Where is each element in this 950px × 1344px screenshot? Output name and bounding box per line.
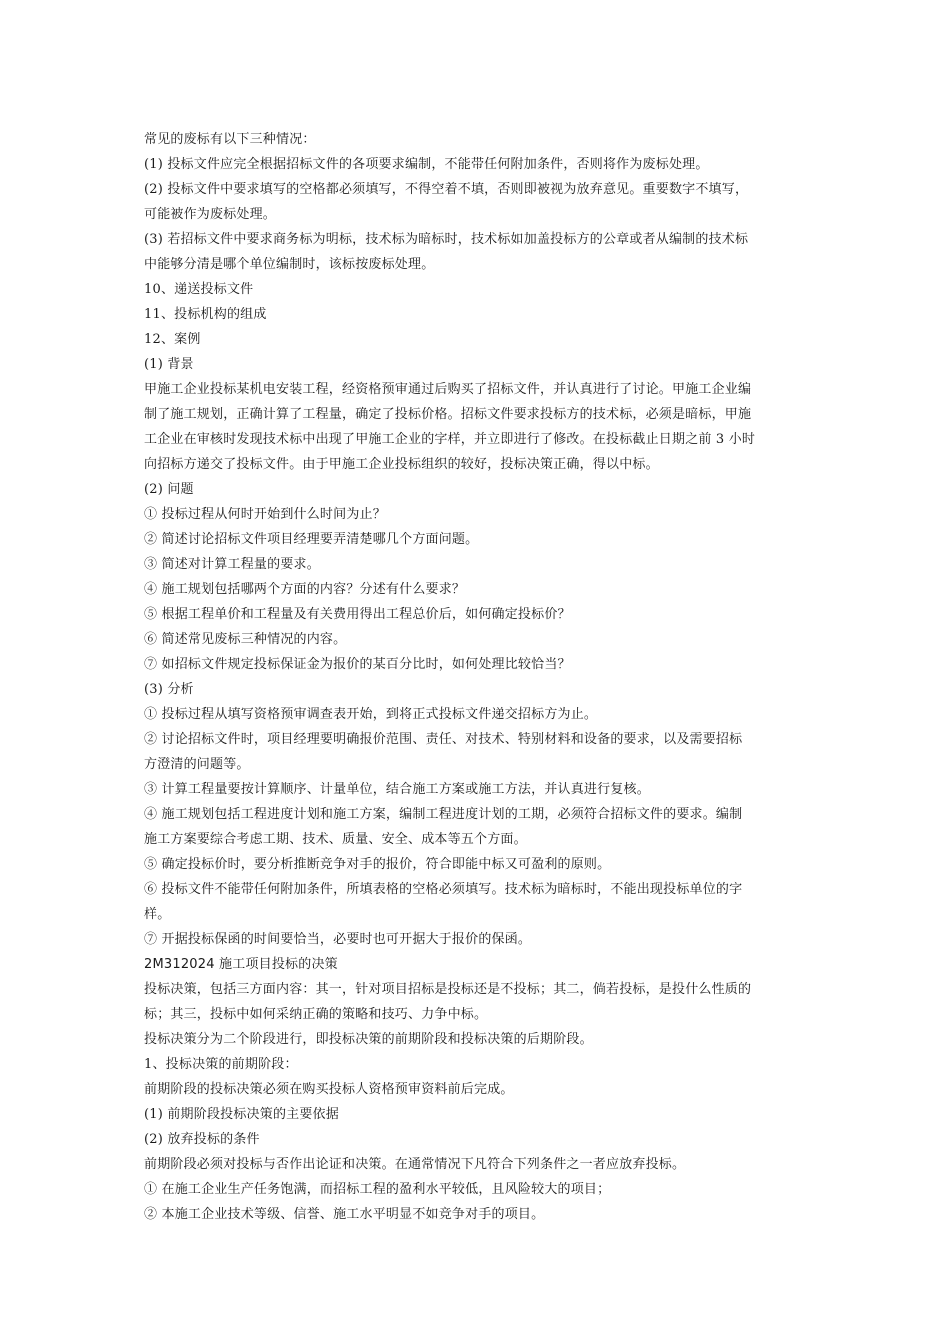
- text-line: 标；其三，投标中如何采纳正确的策略和技巧、力争中标。: [144, 1007, 488, 1022]
- text-line: 常见的废标有以下三种情况：: [144, 132, 316, 147]
- text-line: (1) 投标文件应完全根据招标文件的各项要求编制，不能带任何附加条件，否则将作为废标处理。: [144, 157, 709, 172]
- question-item: ③ 简述对计算工程量的要求。: [144, 557, 320, 572]
- text-line: 方澄清的问题等。: [144, 757, 250, 772]
- text-line: 向招标方递交了投标文件。由于甲施工企业投标组织的较好，投标决策正确，得以中标。: [144, 457, 659, 472]
- text-line: 工企业在审核时发现技术标中出现了甲施工企业的字样，并立即进行了修改。在投标截止日期之前 3 小时: [144, 432, 756, 447]
- subsection-heading: (2) 放弃投标的条件: [144, 1132, 260, 1147]
- document-page: [144, 127, 812, 1227]
- text-line: (2) 投标文件中要求填写的空格都必须填写，不得空着不填，否则即被视为放弃意见。重要数字不填写，: [144, 182, 749, 197]
- question-item: ⑥ 简述常见废标三种情况的内容。: [144, 632, 347, 647]
- subsection-heading: (2) 问题: [144, 482, 194, 497]
- subsection-heading: (3) 分析: [144, 682, 194, 697]
- subsection-heading: (1) 前期阶段投标决策的主要依据: [144, 1107, 339, 1122]
- answer-item: ④ 施工规划包括工程进度计划和施工方案，编制工程进度计划的工期，必须符合招标文件的要求。编制: [144, 807, 743, 822]
- section-heading: 11、投标机构的组成: [144, 307, 267, 322]
- answer-item: ⑤ 确定投标价时，要分析推断竞争对手的报价，符合即能中标又可盈利的原则。: [144, 857, 611, 872]
- answer-item: ② 讨论招标文件时，项目经理要明确报价范围、责任、对技术、特别材料和设备的要求，以及需要招标: [144, 732, 743, 747]
- text-line: 中能够分清是哪个单位编制时，该标按废标处理。: [144, 257, 435, 272]
- question-item: ② 简述讨论招标文件项目经理要弄清楚哪几个方面问题。: [144, 532, 479, 547]
- answer-item: ① 投标过程从填写资格预审调查表开始，到将正式投标文件递交招标方为止。: [144, 707, 598, 722]
- list-item: ① 在施工企业生产任务饱满，而招标工程的盈利水平较低，且风险较大的项目；: [144, 1182, 611, 1197]
- subsection-heading: (1) 背景: [144, 357, 194, 372]
- answer-item: ③ 计算工程量要按计算顺序、计量单位，结合施工方案或施工方法，并认真进行复核。: [144, 782, 650, 797]
- text-line: 施工方案要综合考虑工期、技术、质量、安全、成本等五个方面。: [144, 832, 527, 847]
- text-line: (3) 若招标文件中要求商务标为明标，技术标为暗标时，技术标如加盖投标方的公章或者从编制的技术标: [144, 232, 749, 247]
- text-line: 样。: [144, 907, 171, 922]
- text-line: 投标决策分为二个阶段进行，即投标决策的前期阶段和投标决策的后期阶段。: [144, 1032, 593, 1047]
- text-line: 前期阶段的投标决策必须在购买投标人资格预审资料前后完成。: [144, 1082, 514, 1097]
- list-item: ② 本施工企业技术等级、信誉、施工水平明显不如竞争对手的项目。: [144, 1207, 545, 1222]
- text-line: 可能被作为废标处理。: [144, 207, 277, 222]
- section-heading: 10、递送投标文件: [144, 282, 254, 297]
- text-line: 前期阶段必须对投标与否作出论证和决策。在通常情况下凡符合下列条件之一者应放弃投标。: [144, 1157, 686, 1172]
- section-code-heading: 2M312024 施工项目投标的决策: [144, 957, 338, 972]
- section-heading: 1、投标决策的前期阶段：: [144, 1057, 298, 1072]
- answer-item: ⑥ 投标文件不能带任何附加条件，所填表格的空格必须填写。技术标为暗标时，不能出现投标单位的字: [144, 882, 743, 897]
- text-line: 投标决策，包括三方面内容：其一，针对项目招标是投标还是不投标；其二，倘若投标，是投什么性质的: [144, 982, 752, 997]
- text-line: 制了施工规划，正确计算了工程量，确定了投标价格。招标文件要求投标方的技术标，必须是暗标，甲施: [144, 407, 752, 422]
- section-heading: 12、案例: [144, 332, 201, 347]
- question-item: ⑦ 如招标文件规定投标保证金为报价的某百分比时，如何处理比较恰当？: [144, 657, 571, 672]
- question-item: ① 投标过程从何时开始到什么时间为止？: [144, 507, 386, 522]
- question-item: ⑤ 根据工程单价和工程量及有关费用得出工程总价后，如何确定投标价？: [144, 607, 571, 622]
- answer-item: ⑦ 开据投标保函的时间要恰当，必要时也可开据大于报价的保函。: [144, 932, 532, 947]
- question-item: ④ 施工规划包括哪两个方面的内容？分述有什么要求？: [144, 582, 466, 597]
- text-line: 甲施工企业投标某机电安装工程，经资格预审通过后购买了招标文件，并认真进行了讨论。甲施工企业编: [144, 382, 752, 397]
